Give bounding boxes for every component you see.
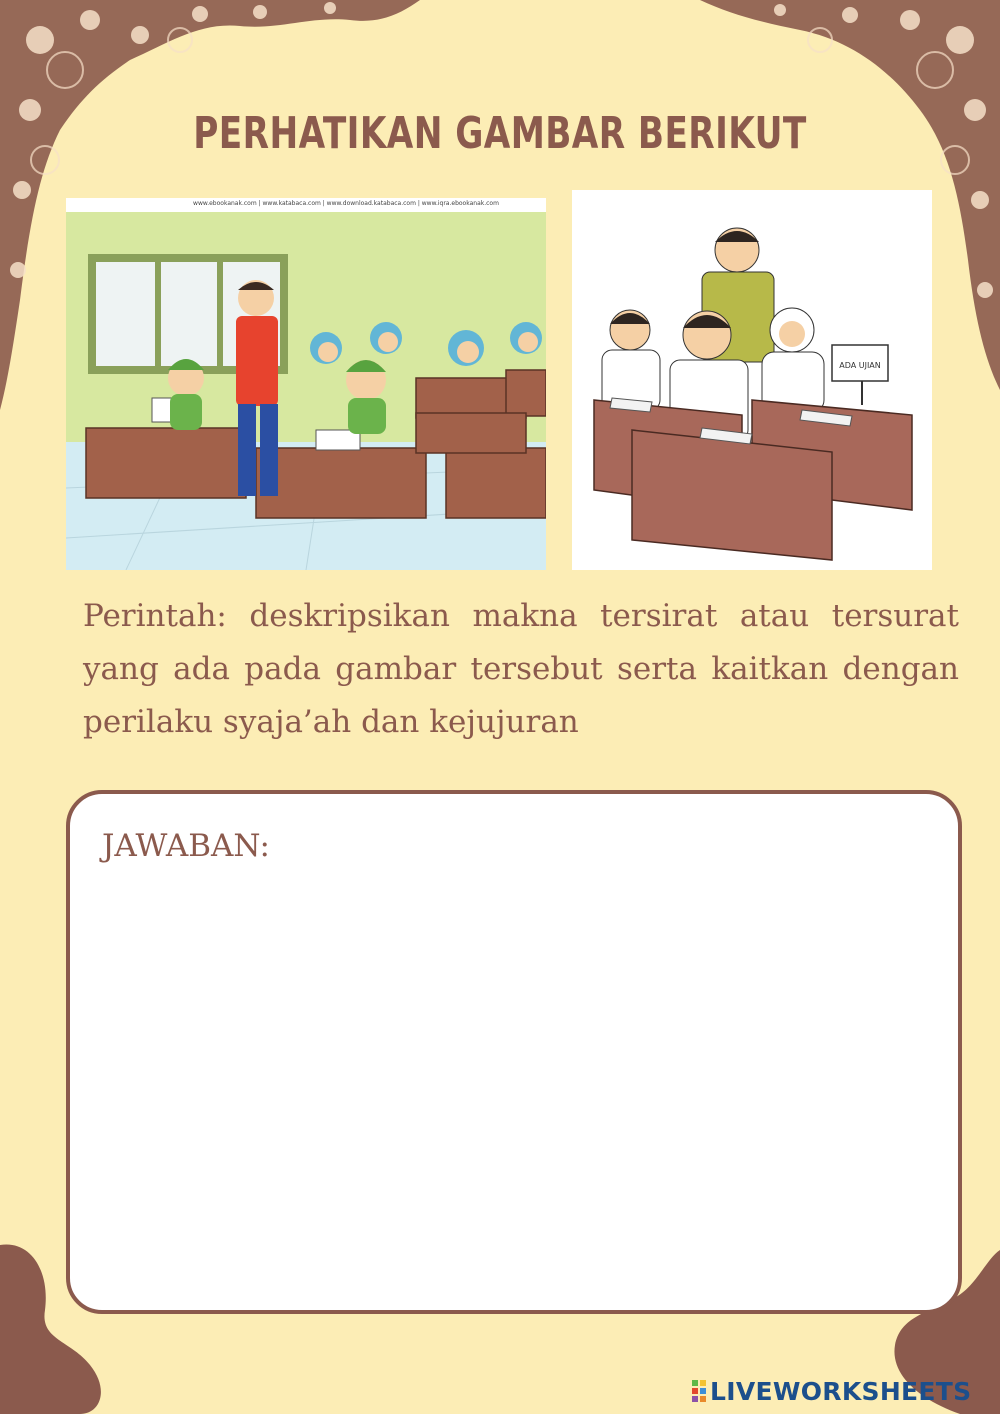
image-credit: www.ebookanak.com | www.katabaca.com | www.download.katabaca.com | www.iqra.ebookanak.com	[193, 200, 499, 207]
exam-sign-text: ADA UJIAN	[839, 361, 881, 370]
brand-name: LIVEWORKSHEETS	[710, 1376, 972, 1406]
answer-box[interactable]	[66, 790, 962, 1314]
liveworksheets-branding	[692, 1376, 971, 1406]
classroom-illustration	[66, 198, 546, 570]
exam-illustration	[572, 190, 932, 570]
instruction-text: Perintah: deskripsikan makna tersirat atau tersurat yang ada pada gambar tersebut serta kaitkan dengan perilaku syaja’ah dan kejujuran	[83, 598, 959, 740]
answer-label: JAWABAN:	[102, 828, 270, 864]
liveworksheets-logo-icon	[692, 1380, 706, 1402]
answer-input-area[interactable]	[100, 879, 928, 1280]
page-title: PERHATIKAN GAMBAR BERIKUT	[193, 108, 807, 159]
